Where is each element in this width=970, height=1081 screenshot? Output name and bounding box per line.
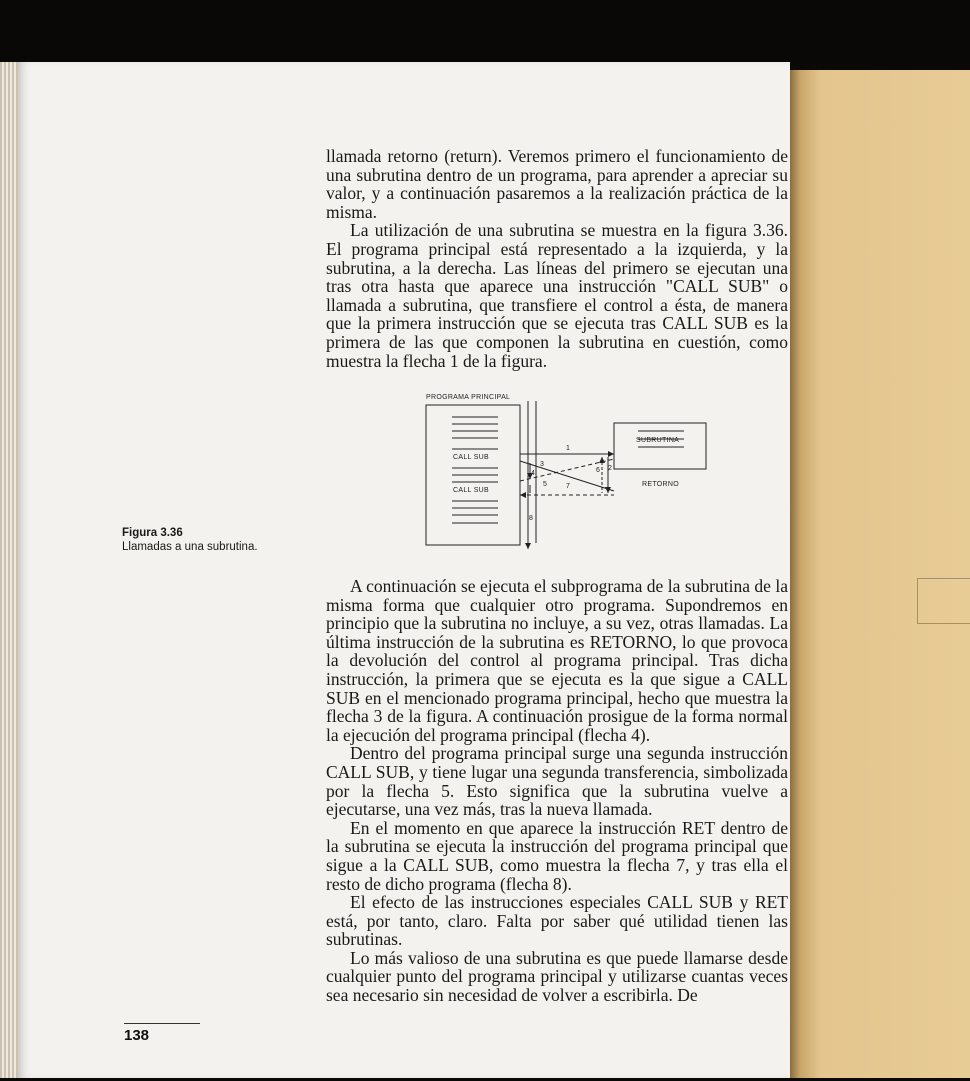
arrow-label-6: 6: [596, 467, 601, 474]
arrow-label-5: 5: [543, 481, 548, 488]
facing-page-bleed: [790, 70, 970, 1078]
text-block-bottom: [326, 577, 788, 1005]
label-subroutine: SUBRUTINA: [636, 437, 680, 444]
label-main-program: PROGRAMA PRINCIPAL: [426, 394, 511, 401]
caption-text: Llamadas a una subrutina.: [122, 541, 258, 553]
diagram-svg: [422, 393, 722, 553]
arrow-label-4: 4: [531, 470, 536, 477]
arrow-label-8: 8: [529, 515, 534, 522]
arrow-label-3: 3: [540, 461, 545, 468]
page-stack-edges: [0, 62, 20, 1078]
paragraph: La utilización de una subrutina se muestra en la figura 3.36. El programa principal está representado a la izquierda, y la subrutina, a la derecha. Las líneas del primero se ejecutan una tras otra hasta que aparece una instrucción "CALL SUB" o llamada a subrutina, que transfiere el control a ésta, de manera que la primera instrucción que se ejecuta tras CALL SUB es la primera de las que componen la subrutina en cuestión, como muestra la flecha 1 de la figura.: [326, 220, 788, 371]
arrow-label-1: 1: [566, 445, 571, 452]
page-number: 138: [124, 1027, 150, 1044]
label-call-sub-1: CALL SUB: [453, 454, 489, 461]
label-return: RETORNO: [642, 481, 679, 488]
caption-number: Figura 3.36: [122, 527, 183, 539]
label-call-sub-2: CALL SUB: [453, 487, 489, 494]
figure-subroutine-diagram: [422, 393, 722, 553]
subroutine-box: [614, 423, 706, 469]
arrow-label-7: 7: [566, 483, 571, 490]
figure-caption: [122, 526, 258, 554]
paragraph: El efecto de las instrucciones especiales CALL SUB y RET está, por tanto, claro. Falta por saber qué utilidad tienen las subrutinas.: [326, 892, 788, 950]
text-block-top: [326, 147, 788, 370]
paragraph: En el momento en que aparece la instrucción RET dentro de la subrutina se ejecuta la instrucción del programa principal que sigue a la CALL SUB, como muestra la flecha 7, y tras ella el resto de dicho programa (flecha 8).: [326, 817, 788, 894]
scan-background-top: [0, 0, 970, 64]
paragraph: llamada retorno (return). Veremos primero el funcionamiento de una subrutina dentro de un programa, para aprender a apreciar su valor, y a continuación pasaremos a la realización práctica de la misma.: [326, 146, 788, 222]
paragraph: Dentro del programa principal surge una segunda instrucción CALL SUB, y tiene lugar una segunda transferencia, simbolizada por la flecha 5. Esto significa que la subrutina vuelve a ejecutarse, una vez más, tras la nueva llamada.: [326, 743, 788, 820]
arrow-label-2: 2: [608, 465, 613, 472]
paragraph: Lo más valioso de una subrutina es que puede llamarse desde cualquier punto del programa principal y utilizarse cuantas veces sea necesario sin necesidad de volver a escribirla. De: [326, 947, 788, 1006]
footer-rule: [124, 1023, 200, 1024]
paragraph: A continuación se ejecuta el subprograma de la subrutina de la misma forma que cualquier otro programa. Supondremos en principio que la subrutina no incluye, a su vez, otras llamadas. La última instrucción de la subrutina es RETORNO, lo que provoca la devolución del control al programa principal. Tras dicha instrucción, la primera que se ejecuta es la que sigue a CALL SUB en el mencionado programa principal, hecho que muestra la flecha 3 de la figura. A continuación prosigue de la forma normal la ejecución del programa principal (flecha 4).: [326, 576, 788, 745]
facing-page-figure-box: [917, 578, 970, 624]
